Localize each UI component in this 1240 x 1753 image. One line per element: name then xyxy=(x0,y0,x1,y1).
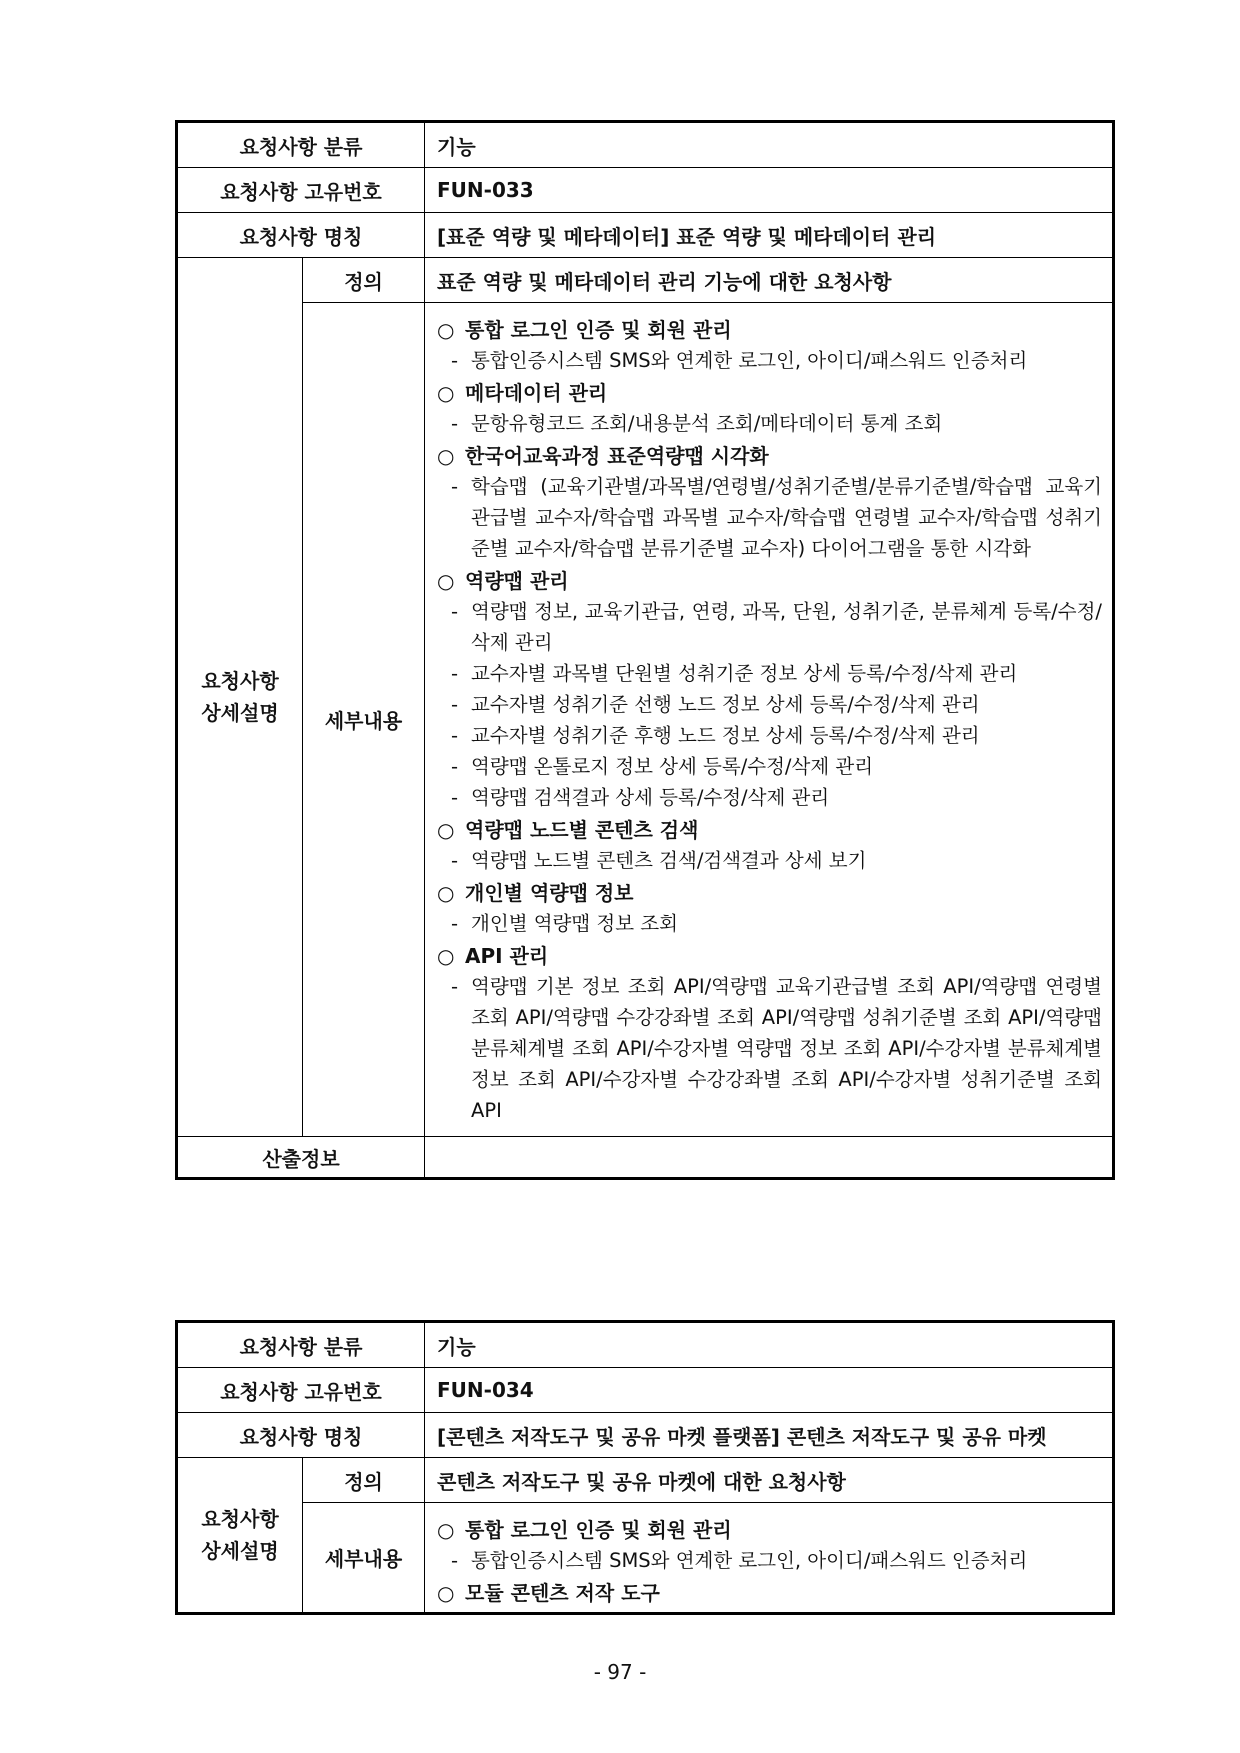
section-item xyxy=(437,1545,1102,1576)
section-heading xyxy=(437,1515,1102,1545)
dash-bullet-icon: - xyxy=(451,849,459,872)
circle-bullet-icon: ○ xyxy=(437,944,455,968)
name-label: 요청사항 명칭 xyxy=(177,1413,425,1458)
circle-bullet-icon: ○ xyxy=(437,381,455,405)
category-label: 요청사항 분류 xyxy=(177,1322,425,1368)
definition-label: 정의 xyxy=(303,1458,425,1503)
item-text: 개인별 역량맵 정보 조회 xyxy=(471,912,678,935)
page-number: - 97 - xyxy=(593,1660,647,1684)
output-value xyxy=(425,1137,1114,1179)
content-label: 세부내용 xyxy=(303,303,425,1137)
section-item xyxy=(437,689,1102,720)
detail-label: 요청사항 상세설명 xyxy=(177,1458,303,1614)
section-item xyxy=(437,720,1102,751)
content-detail xyxy=(425,303,1114,1137)
category-value: 기능 xyxy=(425,122,1114,168)
section-title: 통합 로그인 인증 및 회원 관리 xyxy=(465,318,732,342)
content-label: 세부내용 xyxy=(303,1503,425,1614)
circle-bullet-icon: ○ xyxy=(437,569,455,593)
dash-bullet-icon: - xyxy=(451,724,459,747)
id-label: 요청사항 고유번호 xyxy=(177,1368,425,1413)
requirement-table-fun-034 xyxy=(175,1320,1115,1615)
dash-bullet-icon: - xyxy=(451,412,459,435)
circle-bullet-icon: ○ xyxy=(437,1581,455,1605)
circle-bullet-icon: ○ xyxy=(437,1518,455,1542)
section-heading xyxy=(437,315,1102,345)
section-item xyxy=(437,408,1102,439)
dash-bullet-icon: - xyxy=(451,600,459,623)
section-item xyxy=(437,596,1102,658)
definition-value: 표준 역량 및 메타데이터 관리 기능에 대한 요청사항 xyxy=(425,258,1114,303)
section-title: API 관리 xyxy=(465,944,549,968)
dash-bullet-icon: - xyxy=(451,975,459,998)
section-heading xyxy=(437,878,1102,908)
section-item xyxy=(437,345,1102,376)
definition-label: 정의 xyxy=(303,258,425,303)
dash-bullet-icon: - xyxy=(451,1549,459,1572)
item-text: 역량맵 온톨로지 정보 상세 등록/수정/삭제 관리 xyxy=(471,755,874,778)
circle-bullet-icon: ○ xyxy=(437,444,455,468)
id-value: FUN-034 xyxy=(425,1368,1114,1413)
id-value: FUN-033 xyxy=(425,168,1114,213)
category-value: 기능 xyxy=(425,1322,1114,1368)
section-title: 모듈 콘텐츠 저작 도구 xyxy=(465,1581,660,1605)
dash-bullet-icon: - xyxy=(451,662,459,685)
item-text: 교수자별 성취기준 선행 노드 정보 상세 등록/수정/삭제 관리 xyxy=(471,693,980,716)
item-text: 교수자별 성취기준 후행 노드 정보 상세 등록/수정/삭제 관리 xyxy=(471,724,980,747)
section-item xyxy=(437,658,1102,689)
item-text: 문항유형코드 조회/내용분석 조회/메타데이터 통계 조회 xyxy=(471,412,943,435)
dash-bullet-icon: - xyxy=(451,693,459,716)
section-item xyxy=(437,845,1102,876)
item-text: 통합인증시스템 SMS와 연계한 로그인, 아이디/패스워드 인증처리 xyxy=(471,349,1028,372)
section-heading xyxy=(437,441,1102,471)
section-title: 역량맵 관리 xyxy=(465,569,569,593)
section-item xyxy=(437,751,1102,782)
name-value: [콘텐츠 저작도구 및 공유 마켓 플랫폼] 콘텐츠 저작도구 및 공유 마켓 xyxy=(425,1413,1114,1458)
name-label: 요청사항 명칭 xyxy=(177,213,425,258)
dash-bullet-icon: - xyxy=(451,786,459,809)
detail-label: 요청사항 상세설명 xyxy=(177,258,303,1137)
item-text: 교수자별 과목별 단원별 성취기준 정보 상세 등록/수정/삭제 관리 xyxy=(471,662,1018,685)
section-heading xyxy=(437,815,1102,845)
dash-bullet-icon: - xyxy=(451,755,459,778)
section-title: 역량맵 노드별 콘텐츠 검색 xyxy=(465,818,699,842)
dash-bullet-icon: - xyxy=(451,349,459,372)
item-text: 학습맵 (교육기관별/과목별/연령별/성취기준별/분류기준별/학습맵 교육기관급별 교수자/학습맵 과목별 교수자/학습맵 연령별 교수자/학습맵 성취기준별 교수자/학습맵 분류기준별 교수자) 다이어그램을 통한 시각화 xyxy=(471,475,1102,560)
dash-bullet-icon: - xyxy=(451,475,459,498)
section-title: 개인별 역량맵 정보 xyxy=(465,881,634,905)
section-heading xyxy=(437,1578,1102,1608)
circle-bullet-icon: ○ xyxy=(437,881,455,905)
section-item xyxy=(437,971,1102,1126)
category-label: 요청사항 분류 xyxy=(177,122,425,168)
section-title: 메타데이터 관리 xyxy=(465,381,608,405)
item-text: 역량맵 검색결과 상세 등록/수정/삭제 관리 xyxy=(471,786,830,809)
item-text: 역량맵 정보, 교육기관급, 연령, 과목, 단원, 성취기준, 분류체계 등록/수정/삭제 관리 xyxy=(471,600,1102,654)
dash-bullet-icon: - xyxy=(451,912,459,935)
section-list xyxy=(437,1515,1102,1608)
section-title: 한국어교육과정 표준역량맵 시각화 xyxy=(465,444,769,468)
content-detail xyxy=(425,1503,1114,1614)
item-text: 역량맵 노드별 콘텐츠 검색/검색결과 상세 보기 xyxy=(471,849,867,872)
section-heading xyxy=(437,566,1102,596)
item-text: 통합인증시스템 SMS와 연계한 로그인, 아이디/패스워드 인증처리 xyxy=(471,1549,1028,1572)
section-title: 통합 로그인 인증 및 회원 관리 xyxy=(465,1518,732,1542)
name-value: [표준 역량 및 메타데이터] 표준 역량 및 메타데이터 관리 xyxy=(425,213,1114,258)
circle-bullet-icon: ○ xyxy=(437,818,455,842)
section-item xyxy=(437,908,1102,939)
section-item xyxy=(437,471,1102,564)
id-label: 요청사항 고유번호 xyxy=(177,168,425,213)
circle-bullet-icon: ○ xyxy=(437,318,455,342)
definition-value: 콘텐츠 저작도구 및 공유 마켓에 대한 요청사항 xyxy=(425,1458,1114,1503)
section-heading xyxy=(437,378,1102,408)
section-item xyxy=(437,782,1102,813)
requirement-table-fun-033 xyxy=(175,120,1115,1180)
item-text: 역량맵 기본 정보 조회 API/역량맵 교육기관급별 조회 API/역량맵 연령별 조회 API/역량맵 수강강좌별 조회 API/역량맵 성취기준별 조회 API/역량맵 분류체계별 조회 API/수강자별 역량맵 정보 조회 API/수강자별 분류체계별 정보 조회 API/수강자별 수강강좌별 조회 API/수강자별 성취기준별 조회 API xyxy=(471,975,1102,1122)
section-list xyxy=(437,315,1102,1126)
output-label: 산출정보 xyxy=(177,1137,425,1179)
section-heading xyxy=(437,941,1102,971)
